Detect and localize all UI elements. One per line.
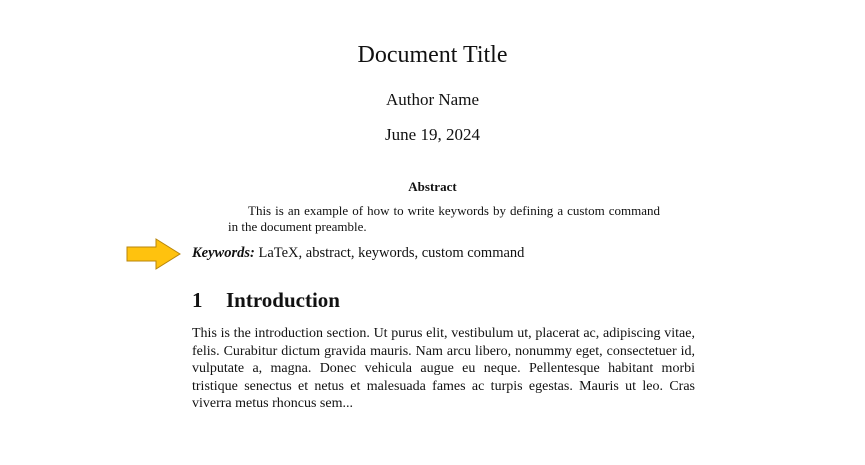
abstract-text: This is an example of how to write keywords by defining a custom command in the document preamble. [228, 203, 660, 234]
keywords-line [192, 244, 712, 262]
section-body-text: This is the introduction section. Ut purus elit, vestibulum ut, placerat ac, adipiscing vitae, felis. Curabitur dictum gravida mauris. Nam arcu libero, nonummy eget, consectetuer id, vulputate a, magna. Donec vehicula augue eu neque. Pellentesque habitant morbi tristique senectus et netus et malesuada fames ac turpis egestas. Mauris ut leo. Cras viverra metus rhoncus sem... [192, 326, 695, 411]
document-title: Document Title [357, 42, 508, 68]
right-arrow-icon [126, 238, 182, 270]
keywords-label: Keywords: [192, 245, 255, 261]
document-author: Author Name [385, 90, 479, 109]
section-title: Introduction [226, 288, 340, 312]
document-date: June 19, 2024 [385, 125, 480, 144]
keywords-text: LaTeX, abstract, keywords, custom command [258, 245, 525, 261]
section-heading [192, 287, 340, 313]
abstract-heading: Abstract [408, 179, 457, 194]
section-number: 1 [192, 288, 203, 312]
